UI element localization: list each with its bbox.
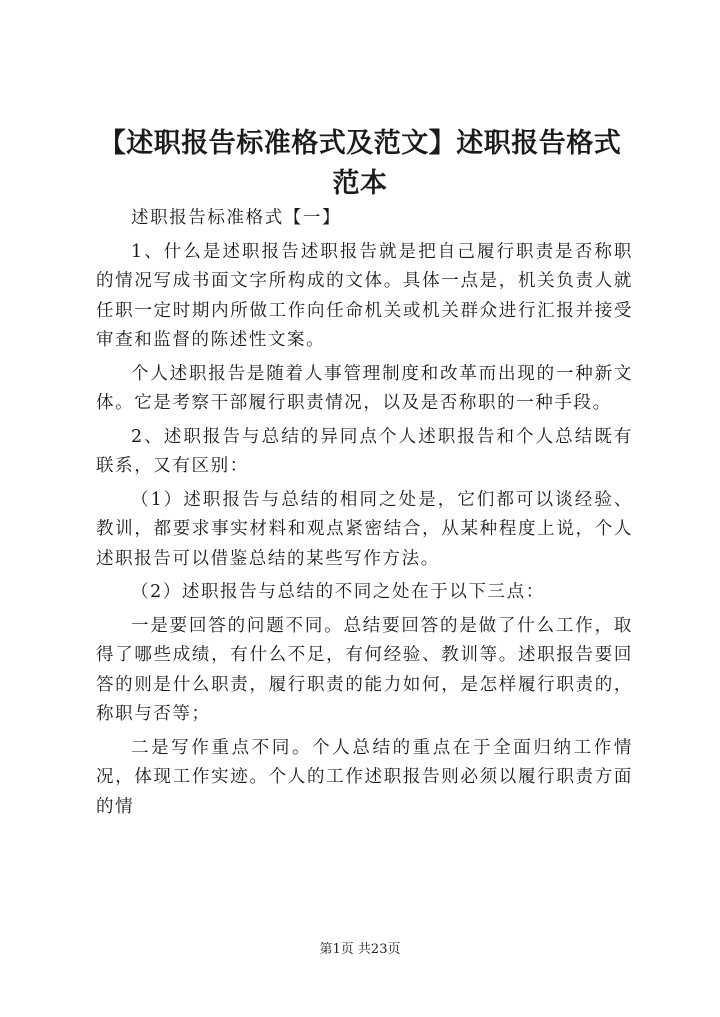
page-footer: 第1页 共23页	[319, 942, 401, 957]
paragraph-section-heading: 述职报告标准格式【一】	[131, 208, 342, 228]
paragraph-3: 2、述职报告与总结的异同点个人述职报告和个人总结既有联系，又有区别：	[96, 426, 633, 476]
paragraph-7: 二是写作重点不同。个人总结的重点在于全面归纳工作情况，体现工作实迹。个人的工作述职报告则必须以履行职责方面的情	[96, 737, 633, 817]
document-body	[96, 204, 633, 826]
paragraph-6: 一是要回答的问题不同。总结要回答的是做了什么工作，取得了哪些成绩，有什么不足，有何经验、教训等。述职报告要回答的则是什么职责，履行职责的能力如何，是怎样履行职责的，称职与否等；	[96, 615, 633, 724]
paragraph-4: （1）述职报告与总结的相同之处是，它们都可以谈经验、教训，都要求事实材料和观点紧密结合，从某种程度上说，个人述职报告可以借鉴总结的某些写作方法。	[96, 489, 633, 569]
paragraph-2: 个人述职报告是随着人事管理制度和改革而出现的一种新文体。它是考察干部履行职责情况，以及是否称职的一种手段。	[96, 363, 633, 413]
paragraph-5: （2）述职报告与总结的不同之处在于以下三点：	[131, 582, 545, 602]
paragraph-1: 1、什么是述职报告述职报告就是把自己履行职责是否称职的情况写成书面文字所构成的文体。具体一点是，机关负责人就任职一定时期内所做工作向任命机关或机关群众进行汇报并接受审查和监督的陈述性文案。	[96, 241, 633, 350]
document-title: 【述职报告标准格式及范文】述职报告格式范本	[98, 128, 622, 199]
